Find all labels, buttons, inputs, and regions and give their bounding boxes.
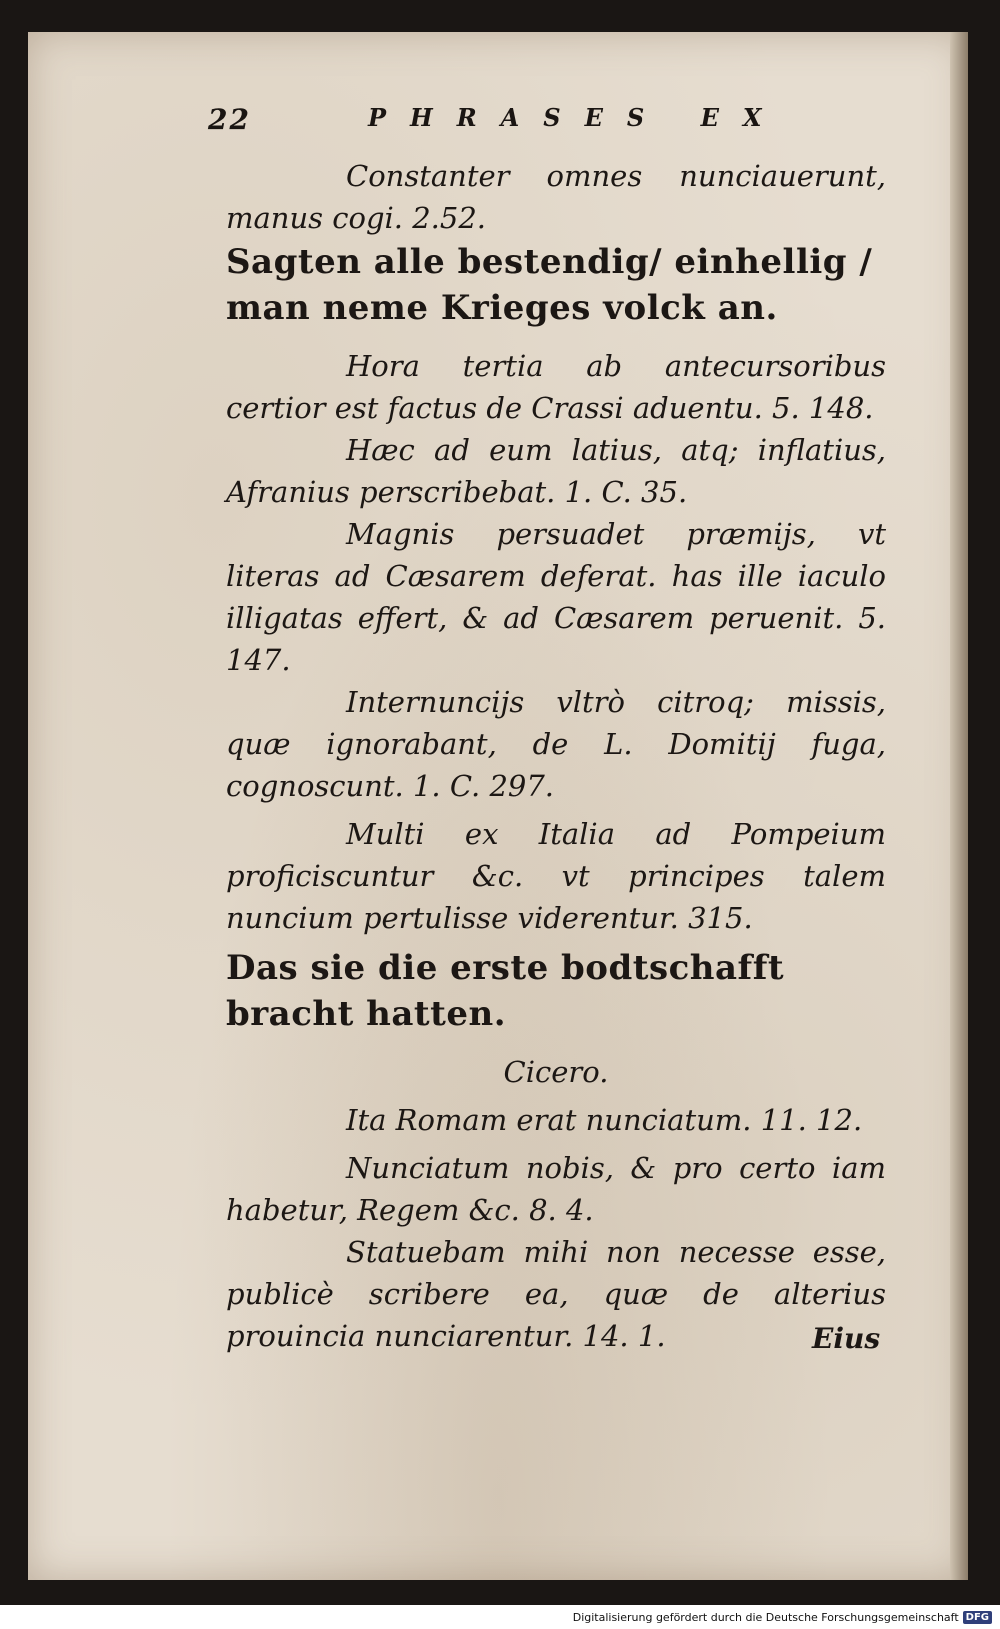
page-number: 22 xyxy=(208,103,251,136)
paragraph-german: Das sie die erste bodtschafft bracht hatten. xyxy=(226,948,785,1034)
running-head: PHRASES EX xyxy=(368,103,786,132)
section-heading: Cicero. xyxy=(503,1055,609,1089)
paragraph-latin: Internuncijs vltrò citroq; missis, quæ ignorabant, de L. Domitij fuga, cognoscunt. 1. C. 297. xyxy=(226,685,886,803)
credit-text: Digitalisierung gefördert durch die Deutsche Forschungsgemeinschaft xyxy=(572,1610,959,1624)
dfg-logo: DFG xyxy=(963,1611,992,1624)
page-body xyxy=(226,155,886,1357)
paragraph-latin: Multi ex Italia ad Pompeium proficiscuntur &c. vt principes talem nuncium pertulisse viderentur. 315. xyxy=(226,817,886,935)
paragraph-latin: Ita Romam erat nunciatum. 11. 12. xyxy=(346,1103,863,1137)
digitization-credit xyxy=(573,1608,992,1626)
page-edge xyxy=(950,32,968,1580)
paragraph-latin: Constanter omnes nunciauerunt, manus cogi. 2.52. xyxy=(226,159,886,235)
paragraph-latin: Hæc ad eum latius, atq; inflatius, Afranius perscribebat. 1. C. 35. xyxy=(226,433,886,509)
paragraph-german: Sagten alle bestendig/ einhellig / man neme Krieges volck an. xyxy=(226,242,873,328)
paragraph-latin: Hora tertia ab antecursoribus certior est factus de Crassi aduentu. 5. 148. xyxy=(226,349,886,425)
paragraph-latin: Magnis persuadet præmijs, vt literas ad Cæsarem deferat. has ille iaculo illigatas effert, & ad Cæsarem peruenit. 5. 147. xyxy=(226,517,886,677)
paragraph-latin: Statuebam mihi non necesse esse, publicè scribere ea, quæ de alterius prouincia nunciarentur. 14. 1. xyxy=(226,1235,886,1353)
page-header xyxy=(208,103,848,139)
paragraph-latin: Nunciatum nobis, & pro certo iam habetur, Regem &c. 8. 4. xyxy=(226,1151,886,1227)
catchword: Eius xyxy=(812,1322,881,1355)
